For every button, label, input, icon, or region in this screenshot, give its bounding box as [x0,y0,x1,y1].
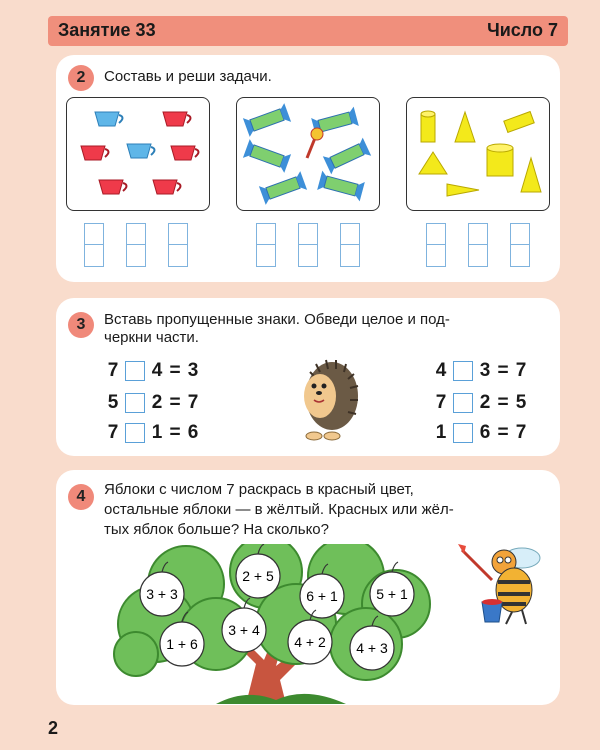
apple-label: 1 + 6 [166,636,198,652]
equation-row: 4 3 = 7 [435,360,527,381]
cup-icon [95,112,123,126]
bee-illustration [452,540,556,632]
cylinder-icon [504,112,534,133]
sign-input[interactable] [125,423,145,443]
cup-icon [127,144,155,158]
answer-boxes-2 [256,223,376,267]
shapes-illustration [407,98,549,210]
cup-icon [153,180,181,194]
apple-label: 2 + 5 [242,568,274,584]
task-3-card [56,298,560,456]
sign-input[interactable] [453,361,473,381]
answer-box[interactable] [510,223,530,267]
cups-picture [66,97,210,211]
cup-icon [81,146,109,160]
cone-icon [447,184,479,196]
candy-icon [243,103,291,137]
number-topic: Число 7 [487,20,558,40]
apple-label: 4 + 2 [294,634,326,650]
shapes-picture [406,97,550,211]
answer-boxes-3 [426,223,546,267]
equation-row: 7 2 = 5 [435,392,527,413]
cup-icon [99,180,127,194]
hedgehog-illustration [296,356,360,444]
task-4-card [56,470,560,705]
equation-row: 7 1 = 6 [107,422,199,443]
answer-box[interactable] [468,223,488,267]
candy-icon [317,171,365,202]
candy-icon [243,139,291,173]
task-2-text: Составь и реши задачи. [104,68,272,85]
apple-label: 5 + 1 [376,586,408,602]
sign-input[interactable] [125,393,145,413]
cone-icon [455,112,475,142]
answer-box[interactable] [256,223,276,267]
equation-row: 7 4 = 3 [107,360,199,381]
task-number-badge: 4 [68,484,94,510]
answer-box[interactable] [126,223,146,267]
answer-boxes-1 [84,223,204,267]
task-4-text-line-2: остальные яблоки — в жёлтый. Красных или жёл- [104,501,454,518]
candy-icon [323,138,371,175]
task-3-text-line-2: черкни части. [104,329,199,346]
task-3-text-line-1: Вставь пропущенные знаки. Обведи целое и под- [104,311,450,328]
lesson-title: Занятие 33 [58,20,156,40]
task-2-card [56,55,560,282]
cylinder-icon [487,144,513,176]
lollipop-icon [307,128,323,158]
answer-box[interactable] [168,223,188,267]
cylinder-icon [421,111,435,142]
answer-box[interactable] [340,223,360,267]
sign-input[interactable] [453,393,473,413]
task-4-text-line-3: тых яблок больше? На сколько? [104,521,329,538]
task-number-badge: 2 [68,65,94,91]
cup-icon [163,112,191,126]
apple-label: 3 + 4 [228,622,260,638]
apple-label: 6 + 1 [306,588,338,604]
equation-row: 1 6 = 7 [435,422,527,443]
task-number-badge: 3 [68,312,94,338]
answer-box[interactable] [298,223,318,267]
apple-label: 3 + 3 [146,586,178,602]
cone-icon [419,152,447,174]
apple-tree-illustration [96,544,446,704]
page-number: 2 [48,718,59,738]
cups-illustration [67,98,209,210]
candy-icon [259,171,307,205]
lesson-header [48,16,568,46]
cone-icon [521,158,541,192]
sign-input[interactable] [453,423,473,443]
task-4-text-line-1: Яблоки с числом 7 раскрась в красный цвет, [104,481,414,498]
answer-box[interactable] [426,223,446,267]
cup-icon [171,146,199,160]
paint-bucket-icon [482,599,502,622]
sign-input[interactable] [125,361,145,381]
answer-box[interactable] [84,223,104,267]
candies-illustration [237,98,379,210]
equation-row: 5 2 = 7 [107,392,199,413]
candies-picture [236,97,380,211]
apple-label: 4 + 3 [356,640,388,656]
